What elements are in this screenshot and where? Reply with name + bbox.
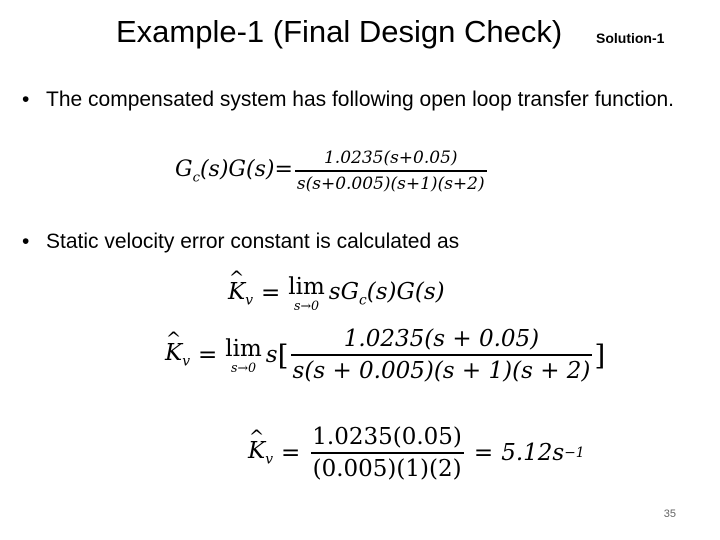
bullet-marker: • bbox=[22, 230, 30, 253]
eq2-fraction bbox=[291, 326, 593, 384]
transfer-function-equation bbox=[175, 148, 489, 194]
bullet-velocity-constant bbox=[22, 228, 698, 258]
tf-lhs: $G_c(s)G(s)=$ bbox=[175, 156, 293, 186]
eq1-rhs: $sG_c(s)G(s)$ bbox=[328, 278, 445, 309]
page-number: 35 bbox=[663, 508, 676, 520]
kv-equation-2: ^ $K_v$ = lim s→0 s [ $\frac{1.0235(s + 0.05)}{s(s + 0.005)(s + 1)(s + 2)}$ ] bbox=[165, 326, 605, 384]
tf-fraction bbox=[295, 148, 487, 194]
kv-symbol: ^ $K_v$ bbox=[165, 340, 190, 370]
slide-title: Example-1 (Final Design Check) bbox=[116, 14, 563, 49]
kv-equation-1: ^ $K_v$ = lim s→0 $sG_c(s)G(s)$ bbox=[228, 274, 445, 313]
limit-operator bbox=[225, 336, 262, 375]
eq3-numerator: 1.0235(0.05) bbox=[312, 424, 462, 450]
eq3-fraction bbox=[310, 424, 464, 482]
slide-subtitle: Solution-1 bbox=[596, 30, 665, 46]
kv-equation-3: ^ $K_v$ = $\frac{1.0235(0.05)}{(0.005)(1)(2)}$ = 5.12s −1 bbox=[248, 424, 585, 482]
tf-numerator: 1.0235(s+0.05) bbox=[323, 148, 458, 168]
lim-under: s→0 bbox=[293, 298, 320, 313]
bullet-text: Static velocity error constant is calculated as bbox=[46, 230, 460, 253]
eq2-denominator: s(s + 0.005)(s + 1)(s + 2) bbox=[291, 354, 593, 384]
kv-symbol: ^ $K_v$ bbox=[248, 438, 273, 468]
lim-under: s→0 bbox=[230, 359, 257, 375]
eq3-exponent: −1 bbox=[564, 445, 585, 461]
kv-symbol: ^ $K_v$ bbox=[228, 279, 253, 309]
eq3-result: 5.12s bbox=[501, 440, 565, 466]
tf-denominator: s(s+0.005)(s+1)(s+2) bbox=[295, 170, 487, 194]
lim-word: lim bbox=[288, 274, 325, 300]
bullet-transfer-function bbox=[22, 86, 698, 142]
bullet-text: The compensated system has following open loop transfer function. bbox=[46, 88, 675, 111]
bullet-marker: • bbox=[22, 88, 30, 111]
limit-operator bbox=[288, 274, 325, 313]
eq2-numerator: 1.0235(s + 0.05) bbox=[343, 326, 540, 352]
eq3-denominator: (0.005)(1)(2) bbox=[311, 452, 464, 482]
lim-word: lim bbox=[225, 335, 262, 362]
